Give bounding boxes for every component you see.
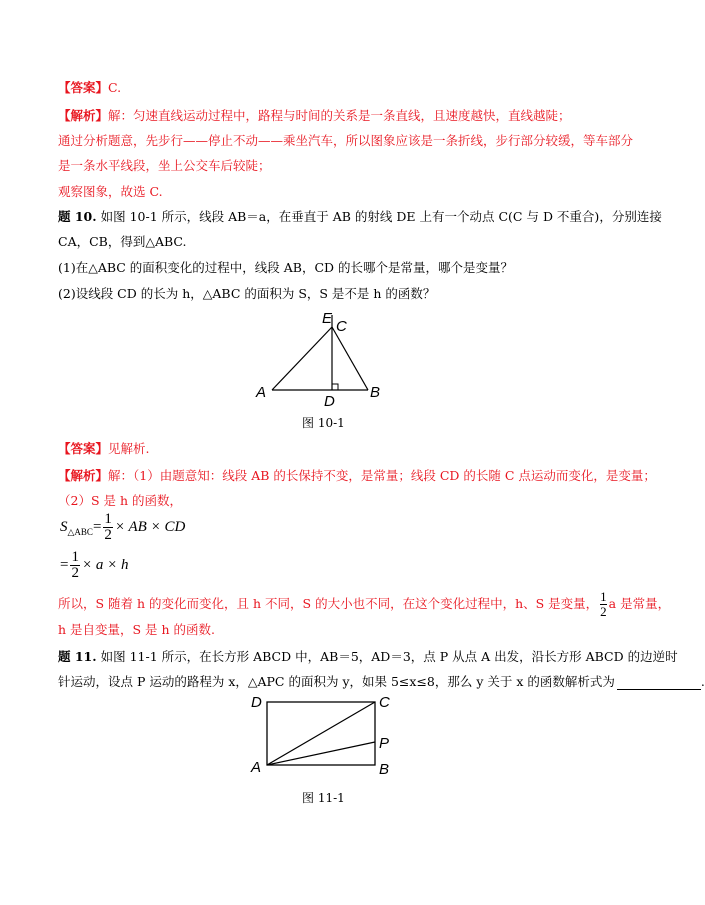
formula1-denominator: 2 [104,527,112,543]
q11-answer-blank[interactable] [617,677,701,690]
q11-stem-end: . [700,674,705,689]
q9-analysis-tag: 【解析】 [58,108,109,123]
q11-stem-text-1: 如图 11-1 所示，在长方形 ABCD 中，AB＝5，AD＝3，点 P 从点 A 出发，沿长方形 ABCD 的边逆时 [100,649,678,664]
fig10-label-D: D [324,393,335,410]
q10-part-1: (1)在△ABC 的面积变化的过程中，线段 AB，CD 的长哪个是常量，哪个是变量？ [58,260,514,275]
q10-answer-text: 见解析. [108,441,150,456]
q10-analysis-text-1: 解：（1）由题意知：线段 AB 的长保持不变，是常量；线段 CD 的长随 C 点运动而变化，是变量； [108,468,656,483]
fig11-label-B: B [379,761,390,778]
q10-conclusion-fraction [600,590,607,619]
q11-stem-line-2 [58,674,705,690]
q10-conclusion-text-b: a 是常量， [608,596,671,611]
formula2-equals: = [60,556,69,573]
q10-conclusion-line-1 [58,590,670,619]
q9-analysis-line-4: 观察图象，故选 C. [58,184,163,199]
formula1-numerator: 1 [104,511,112,527]
conclusion-fraction-numerator: 1 [600,589,607,604]
q10-analysis-line-1 [58,468,656,484]
figure-11-1 [245,690,405,782]
formula2-denominator: 2 [71,565,79,581]
formula2-numerator: 1 [71,549,79,565]
fig10-label-A: A [256,384,267,401]
fig11-label-D: D [251,694,262,711]
fig11-label-P: P [379,735,390,752]
formula2-rest: × a × h [81,556,129,573]
q9-answer-text: C. [108,80,122,95]
q10-label: 题 10. [58,209,97,224]
q10-conclusion-text-a: 所以，S 随着 h 的变化而变化，且 h 不同，S 的大小也不同，在这个变化过程中，h、S 是变量， [58,596,599,611]
q10-formula-2 [60,550,128,581]
fig11-label-A: A [251,759,262,776]
formula1-lhs: S [60,518,68,535]
q11-label: 题 11. [58,649,97,664]
q11-stem-text-2: 针运动，设点 P 运动的路程为 x，△APC 的面积为 y，如果 5≤x≤8，那么 y 关于 x 的函数解析式为 [58,674,615,689]
q9-answer [58,80,121,96]
q10-part-2: (2)设线段 CD 的长为 h，△ABC 的面积为 S，S 是不是 h 的函数？ [58,286,436,301]
formula1-rest: × AB × CD [114,518,186,535]
formula2-fraction [70,550,80,581]
q9-analysis-text-1: 解：匀速直线运动过程中，路程与时间的关系是一条直线，且速度越快，直线越陡； [108,108,571,123]
q9-answer-tag: 【答案】 [58,80,109,95]
q10-stem-line-1 [58,209,662,225]
conclusion-fraction-denominator: 2 [600,604,607,619]
formula1-equals: = [92,518,102,535]
fig11-label-C: C [379,694,390,711]
q9-analysis-line-1 [58,108,571,124]
formula1-fraction [103,512,113,543]
fig10-label-B: B [370,384,381,401]
figure-11-1-caption: 图 11-1 [302,791,345,805]
q10-formula-1 [60,512,185,543]
q10-conclusion-line-2: h 是自变量，S 是 h 的函数. [58,622,216,637]
fig10-label-E: E [322,310,333,327]
figure-10-1 [250,305,390,410]
figure-10-1-caption: 图 10-1 [302,416,345,430]
q11-stem-line-1 [58,649,678,665]
q9-analysis-line-3: 是一条水平线段，坐上公交车后较陡； [58,158,271,173]
q10-answer-tag: 【答案】 [58,441,109,456]
fig10-label-C: C [336,318,347,335]
q10-answer [58,441,150,457]
q10-stem-line-2: CA，CB，得到△ABC. [58,234,187,249]
q10-analysis-line-2: （2）S 是 h 的函数， [58,493,182,508]
q10-analysis-tag: 【解析】 [58,468,109,483]
q9-analysis-line-2: 通过分析题意，先步行——停止不动——乘坐汽车，所以图象应该是一条折线，步行部分较缓，等车部分 [58,133,634,148]
q10-stem-text-1: 如图 10-1 所示，线段 AB＝a，在垂直于 AB 的射线 DE 上有一个动点 C(C 与 D 不重合)，分别连接 [100,209,662,224]
formula1-subscript: △ABC [67,526,93,537]
